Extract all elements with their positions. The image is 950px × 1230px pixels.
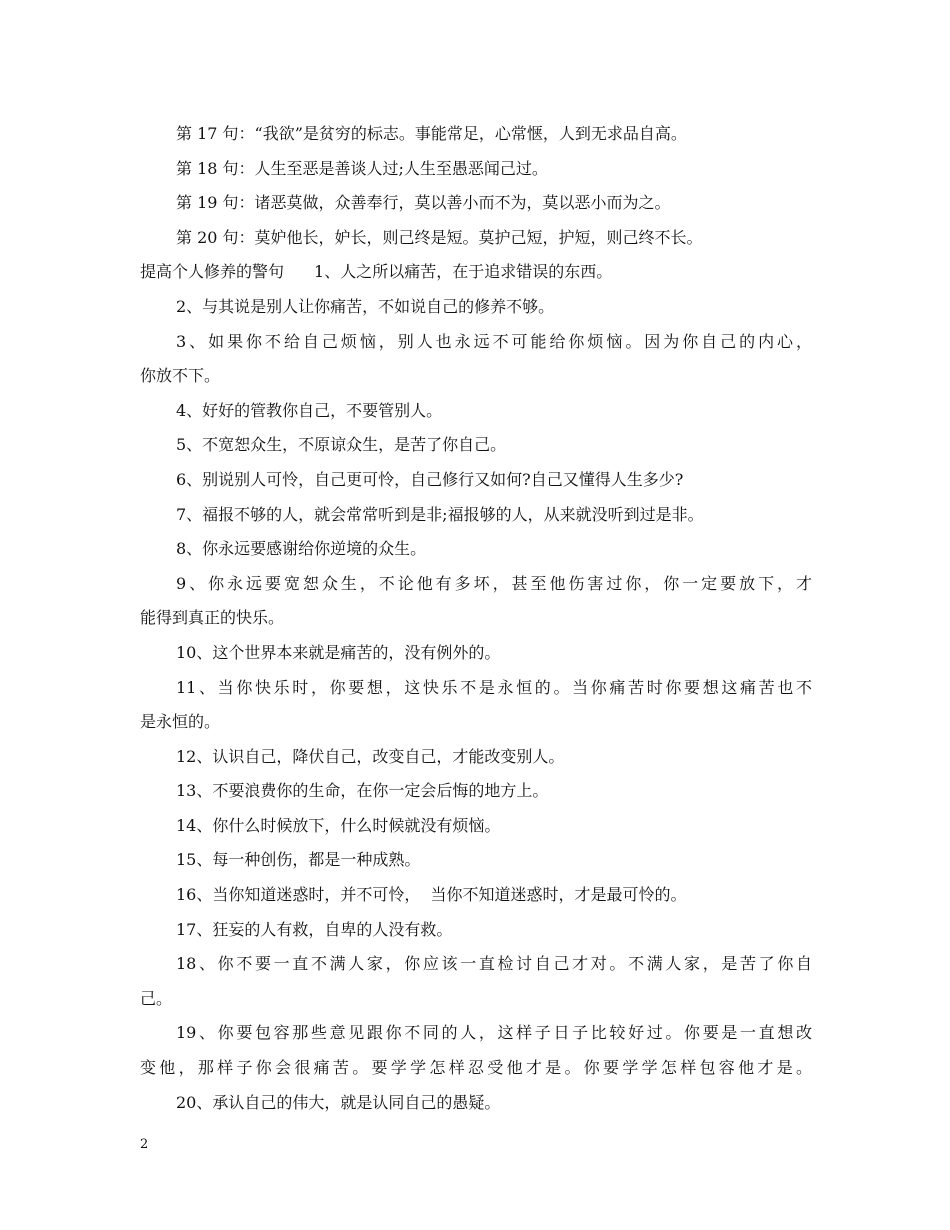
section-title: 提高个人修养的警句 — [140, 262, 285, 282]
item-20: 20、承认自己的伟大，就是认同自己的愚疑。 — [176, 1092, 501, 1112]
item-3-line-2: 你放不下。 — [140, 366, 221, 386]
quote-20: 第 20 句：莫妒他长，妒长，则己终是短。莫护己短，护短，则己终不长。 — [176, 227, 703, 247]
item-10: 10、这个世界本来就是痛苦的，没有例外的。 — [176, 642, 501, 662]
page-number: 2 — [140, 1137, 149, 1152]
item-19-line-2: 变他，那样子你会很痛苦。要学学怎样忍受他才是。你要学学怎样包容他才是。 — [140, 1058, 812, 1078]
item-17: 17、狂妄的人有救，自卑的人没有救。 — [176, 919, 453, 939]
item-2: 2、与其说是别人让你痛苦，不如说自己的修养不够。 — [176, 296, 555, 316]
item-3-line-1: 3、如果你不给自己烦恼，别人也永远不可能给你烦恼。因为你自己的内心， — [176, 331, 812, 351]
item-16: 16、当你知道迷惑时，并不可怜， 当你不知道迷惑时，才是最可怜的。 — [176, 885, 687, 905]
quote-18: 第 18 句：人生至恶是善谈人过;人生至愚恶闻己过。 — [176, 158, 548, 178]
item-8: 8、你永远要感谢给你逆境的众生。 — [176, 539, 427, 559]
section-heading-line — [140, 255, 812, 290]
item-11-line-2: 是永恒的。 — [140, 712, 221, 732]
item-7: 7、福报不够的人，就会常常听到是非;福报够的人，从来就没听到过是非。 — [176, 504, 704, 524]
item-15: 15、每一种创伤，都是一种成熟。 — [176, 850, 421, 870]
item-1: 1、人之所以痛苦，在于追求错误的东西。 — [314, 262, 613, 282]
item-9-line-1: 9、你永远要宽恕众生，不论他有多坏，甚至他伤害过你，你一定要放下，才 — [176, 573, 812, 593]
document-body — [140, 117, 812, 1120]
item-19-line-1: 19、你要包容那些意见跟你不同的人，这样子日子比较好过。你要是一直想改 — [176, 1023, 812, 1043]
quote-19: 第 19 句：诸恶莫做，众善奉行，莫以善小而不为，莫以恶小而为之。 — [176, 193, 671, 213]
item-18-line-2: 己。 — [140, 988, 173, 1008]
item-6: 6、别说别人可怜，自己更可怜，自己修行又如何?自己又懂得人生多少? — [176, 469, 684, 489]
item-11-line-1: 11、当你快乐时，你要想，这快乐不是永恒的。当你痛苦时你要想这痛苦也不 — [176, 677, 812, 697]
item-13: 13、不要浪费你的生命，在你一定会后悔的地方上。 — [176, 781, 549, 801]
item-9-line-2: 能得到真正的快乐。 — [140, 608, 285, 628]
item-4: 4、好好的管教你自己，不要管别人。 — [176, 400, 443, 420]
item-5: 5、不宽恕众生，不原谅众生，是苦了你自己。 — [176, 435, 507, 455]
quote-17: 第 17 句：“我欲”是贫穷的标志。事能常足，心常惬，人到无求品自高。 — [176, 124, 687, 143]
item-18-line-1: 18、你不要一直不满人家，你应该一直检讨自己才对。不满人家，是苦了你自 — [176, 954, 812, 974]
item-14: 14、你什么时候放下，什么时候就没有烦恼。 — [176, 815, 501, 835]
item-12: 12、认识自己，降伏自己，改变自己，才能改变别人。 — [176, 746, 565, 766]
